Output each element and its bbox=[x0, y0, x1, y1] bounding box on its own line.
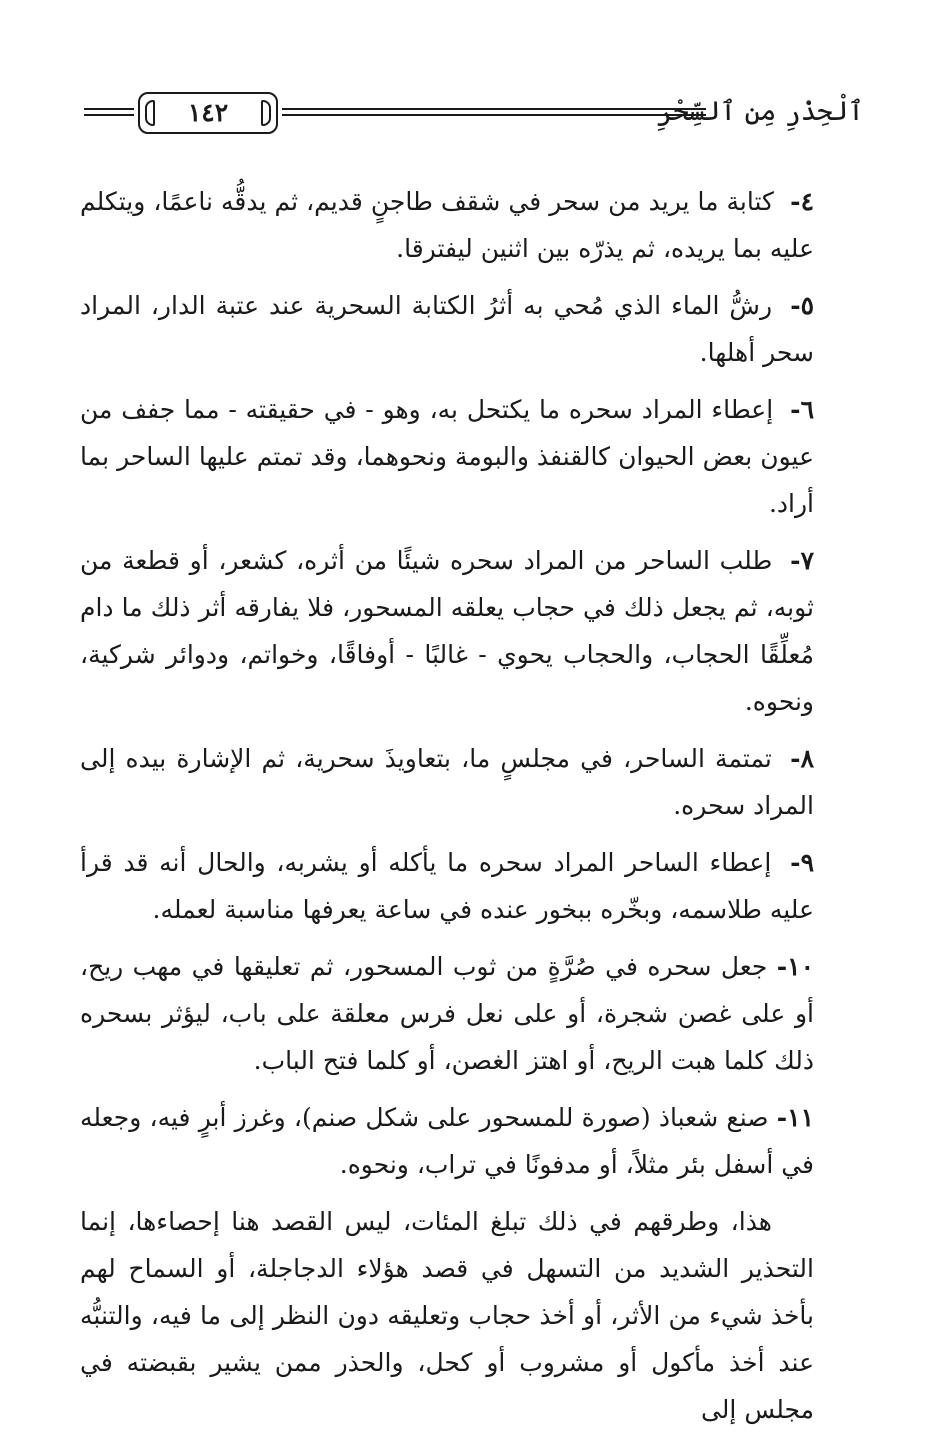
page-number: ١٤٢ bbox=[187, 98, 229, 127]
item-number: ٩- bbox=[790, 848, 814, 877]
list-item bbox=[80, 282, 814, 376]
header-rule-right bbox=[282, 108, 706, 116]
list-item bbox=[80, 839, 814, 933]
book-title: ٱلْحِذْرِ مِن ٱلسِّحْرِ bbox=[656, 96, 864, 127]
item-text: طلب الساحر من المراد سحره شيئًا من أثره، كشعر، أو قطعة من ثوبه، ثم يجعل ذلك في حجاب يعلقه المسحور، فلا يفارقه أثر ذلك ما دام مُعلِّقًا الحجاب، والحجاب يحوي - غالبًا - أوفاقًا، وخواتم، ودوائر شركية، ونحوه. bbox=[80, 546, 814, 716]
page-header bbox=[84, 92, 864, 138]
item-text: جعل سحره في صُرَّةٍ من ثوب المسحور، ثم تعليقها في مهب ريح، أو على غصن شجرة، أو على نعل فرس معلقة على باب، ليؤثر بسحره ذلك كلما هبت الريح، أو اهتز الغصن، أو كلما فتح الباب. bbox=[80, 952, 814, 1075]
list-item bbox=[80, 943, 814, 1084]
item-text: رشُّ الماء الذي مُحي به أثرُ الكتابة السحرية عند عتبة الدار، المراد سحر أهلها. bbox=[80, 291, 814, 367]
list-item bbox=[80, 178, 814, 272]
page-number-frame bbox=[138, 92, 278, 134]
list-item bbox=[80, 386, 814, 527]
page-body bbox=[80, 178, 814, 1433]
item-number: ١١- bbox=[776, 1103, 814, 1132]
closing-paragraph: هذا، وطرقهم في ذلك تبلغ المئات، ليس القصد هنا إحصاءها، إنما التحذير الشديد من التسهل في قصد هؤلاء الدجاجلة، أو السماح لهم بأخذ شيء من الأثر، أو أخذ حجاب وتعليقه دون النظر إلى ما فيه، والتنبُّه عند أخذ مأكول أو مشروب أو كحل، والحذر ممن يشير بقبضته في مجلس إلى bbox=[80, 1207, 814, 1424]
item-number: ٦- bbox=[790, 395, 814, 424]
item-number: ٤- bbox=[790, 187, 814, 216]
item-number: ٨- bbox=[790, 744, 814, 773]
item-text: إعطاء الساحر المراد سحره ما يأكله أو يشربه، والحال أنه قد قرأ عليه طلاسمه، وبخّره ببخور عنده في ساعة يعرفها مناسبة لعمله. bbox=[80, 848, 814, 924]
item-text: كتابة ما يريد من سحر في شقف طاجنٍ قديم، ثم يدقُّه ناعمًا، ويتكلم عليه بما يريده، ثم يذرّه بين اثنين ليفترقا. bbox=[80, 187, 814, 263]
item-text: تمتمة الساحر، في مجلسٍ ما، بتعاويذَ سحرية، ثم الإشارة بيده إلى المراد سحره. bbox=[80, 744, 814, 820]
item-number: ١٠- bbox=[776, 952, 814, 981]
item-text: إعطاء المراد سحره ما يكتحل به، وهو - في حقيقته - مما جفف من عيون بعض الحيوان كالقنفذ والبومة ونحوهما، وقد تمتم عليها الساحر بما أراد. bbox=[80, 395, 814, 518]
item-number: ٥- bbox=[790, 291, 815, 320]
header-rule-left bbox=[84, 108, 134, 116]
item-text: صنع شعباذ (صورة للمسحور على شكل صنم)، وغرز أبرٍ فيه، وجعله في أسفل بئر مثلاً، أو مدفونًا في تراب، ونحوه. bbox=[80, 1103, 814, 1179]
item-number: ٧- bbox=[790, 546, 814, 575]
list-item bbox=[80, 735, 814, 829]
list-item bbox=[80, 537, 814, 725]
list-item bbox=[80, 1094, 814, 1188]
